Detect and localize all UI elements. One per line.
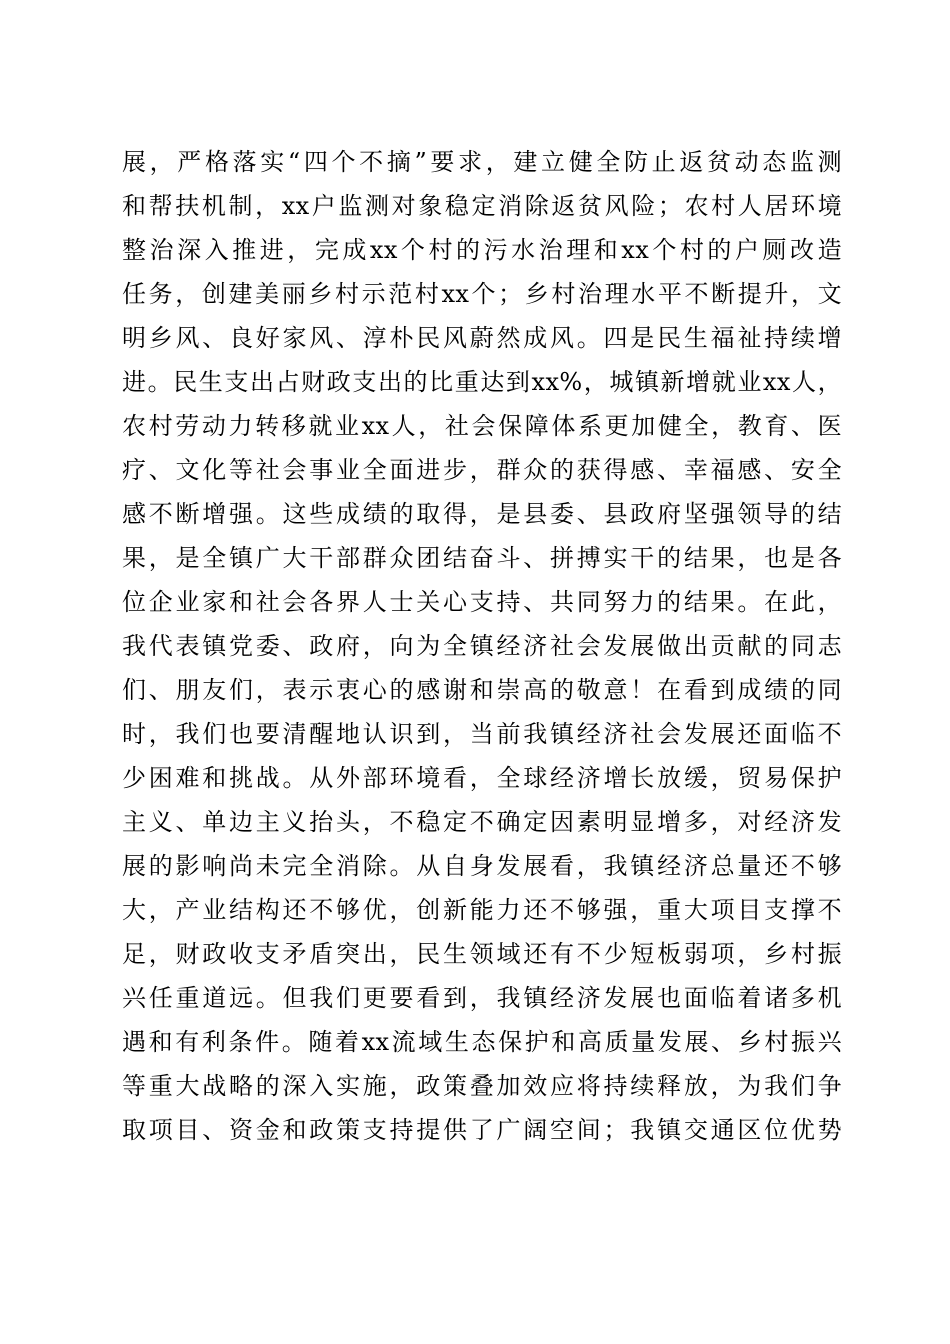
text-line: 疗、文化等社会事业全面进步，群众的获得感、幸福感、安全	[122, 456, 842, 484]
text-line: 我代表镇党委、政府，向为全镇经济社会发展做出贡献的同志	[122, 632, 842, 660]
text-line: 主义、单边主义抬头，不稳定不确定因素明显增多，对经济发	[122, 808, 842, 836]
text-line: 果，是全镇广大干部群众团结奋斗、拼搏实干的结果，也是各	[122, 544, 842, 572]
text-line: 位企业家和社会各界人士关心支持、共同努力的结果。在此，	[122, 588, 842, 616]
text-line: 整治深入推进，完成xx个村的污水治理和xx个村的户厕改造	[122, 236, 842, 264]
body-paragraph	[122, 140, 842, 1152]
text-line: 明乡风、良好家风、淳朴民风蔚然成风。四是民生福祉持续增	[122, 324, 842, 352]
text-line: 取项目、资金和政策支持提供了广阔空间；我镇交通区位优势	[122, 1116, 842, 1144]
text-line: 们、朋友们，表示衷心的感谢和崇高的敬意！在看到成绩的同	[122, 676, 842, 704]
text-line: 展的影响尚未完全消除。从自身发展看，我镇经济总量还不够	[122, 852, 842, 880]
text-line: 兴任重道远。但我们更要看到，我镇经济发展也面临着诸多机	[122, 984, 842, 1012]
text-line: 农村劳动力转移就业xx人，社会保障体系更加健全，教育、医	[122, 412, 842, 440]
text-line: 大，产业结构还不够优，创新能力还不够强，重大项目支撑不	[122, 896, 842, 924]
text-line: 任务，创建美丽乡村示范村xx个；乡村治理水平不断提升，文	[122, 280, 842, 308]
text-line: 感不断增强。这些成绩的取得，是县委、县政府坚强领导的结	[122, 500, 842, 528]
text-line: 少困难和挑战。从外部环境看，全球经济增长放缓，贸易保护	[122, 764, 842, 792]
text-line: 和帮扶机制，xx户监测对象稳定消除返贫风险；农村人居环境	[122, 192, 842, 220]
text-line: 进。民生支出占财政支出的比重达到xx%，城镇新增就业xx人，	[122, 368, 842, 396]
text-line: 等重大战略的深入实施，政策叠加效应将持续释放，为我们争	[122, 1072, 842, 1100]
text-line: 遇和有利条件。随着xx流域生态保护和高质量发展、乡村振兴	[122, 1028, 842, 1056]
text-line: 足，财政收支矛盾突出，民生领域还有不少短板弱项，乡村振	[122, 940, 842, 968]
text-line: 展，严格落实“四个不摘”要求，建立健全防止返贫动态监测	[122, 148, 842, 176]
text-line: 时，我们也要清醒地认识到，当前我镇经济社会发展还面临不	[122, 720, 842, 748]
